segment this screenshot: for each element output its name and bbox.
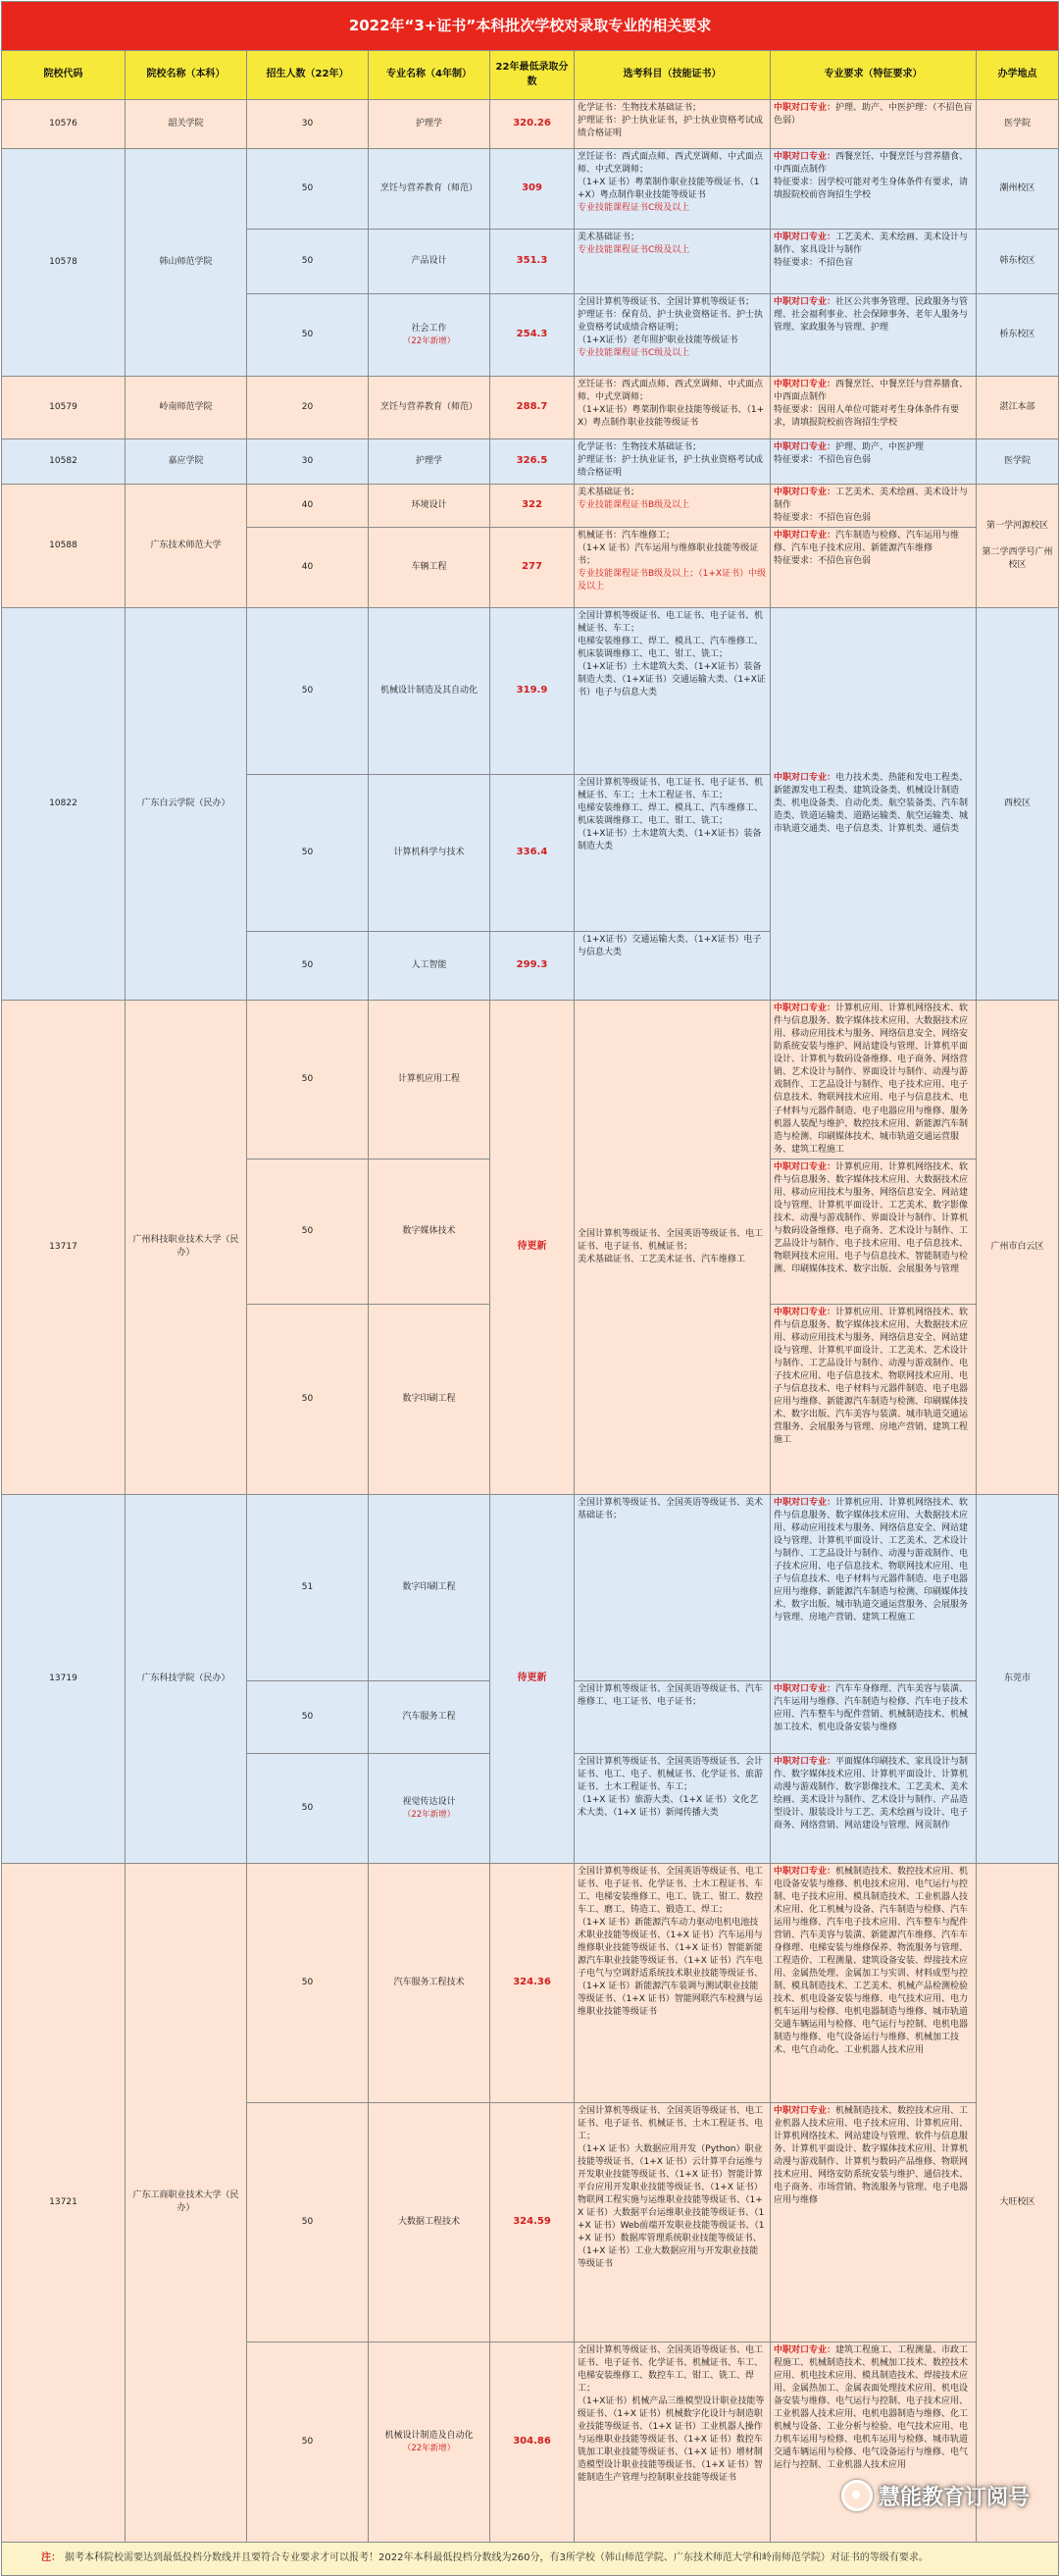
min-score: 324.59 — [490, 2102, 575, 2342]
quota: 30 — [247, 100, 369, 149]
school-name: 广东白云学院（民办） — [126, 608, 247, 1001]
quota: 50 — [247, 2342, 369, 2542]
major-name: 护理学 — [369, 100, 490, 149]
subjects — [575, 2342, 771, 2542]
requirements — [771, 1680, 977, 1753]
tag-label: 中职对口专业： — [774, 232, 835, 242]
requirements — [771, 528, 977, 608]
requirements-text: 计算机应用、计算机网络技术、软件与信息服务、数字媒体技术应用、大数据技术应用、移动应用技术与服务、网络信息安全、网站建设与管理、计算机平面设计、工艺美术、数字影像技术、动漫与游戏制作、界面设计与制作、计算机与数码设备维修、电子商务、艺术设计与制作、工艺品设计与制作、电子技术应用、电子信息技术、物联网技术应用、电子与信息技术、智能制造与检测、印刷媒体技术、数字出版、会展服务与管理 — [774, 1162, 968, 1274]
tag-label: 中职对口专业： — [774, 773, 835, 783]
note-row — [2, 2542, 1059, 2575]
major-text: 社会工作 — [411, 324, 446, 334]
tag-label: 中职对口专业： — [774, 531, 835, 541]
min-score: 351.3 — [490, 230, 575, 294]
table-row — [2, 1001, 1059, 1159]
subjects — [575, 100, 771, 149]
min-score: 336.4 — [490, 775, 575, 932]
note-lead: 注： — [41, 2552, 61, 2563]
major-name — [369, 1753, 490, 1863]
major-name: 环境设计 — [369, 485, 490, 528]
major-name: 计算机应用工程 — [369, 1001, 490, 1159]
location: 大旺校区 — [977, 1863, 1059, 2542]
major-name: 计算机科学与技术 — [369, 775, 490, 932]
min-score: 304.86 — [490, 2342, 575, 2542]
table-row — [2, 485, 1059, 528]
location: 西校区 — [977, 608, 1059, 1001]
subjects-text: 全国计算机等级证书、全国英语等级证书、会计证书、电工、电子、机械证书、化学证书、旅游证书、土木工程证书、车工； （1+X 证书）旅游大类、（1+X 证书）文化艺术大类、（1+X 证书）新闻传播大类 — [578, 1757, 763, 1818]
requirements — [771, 1494, 977, 1680]
major-name: 数字印刷工程 — [369, 1494, 490, 1680]
subjects — [575, 1753, 771, 1863]
requirements — [771, 1001, 977, 1159]
subjects-text: 全国计算机等级证书、全国计算机等级证书； 护理证书：保育员、护士执业资格证书、护士执业资格考试成绩合格证明； （1+X证书）老年照护职业技能等级证书 — [578, 297, 763, 345]
tag-label: 中职对口专业： — [774, 1308, 835, 1317]
school-code: 13719 — [2, 1494, 126, 1863]
header-major: 专业名称（4年制） — [369, 51, 490, 100]
subjects — [575, 528, 771, 608]
quota: 30 — [247, 439, 369, 485]
school-code: 10578 — [2, 149, 126, 377]
tag-label: 中职对口专业： — [774, 297, 835, 307]
location: 湛江本部 — [977, 377, 1059, 439]
grade-requirement: 专业技能课程证书B级及以上；（1+X证书）中级及以上 — [578, 568, 767, 593]
requirements — [771, 377, 977, 439]
subjects — [575, 1863, 771, 2102]
requirements — [771, 608, 977, 1001]
subjects — [575, 608, 771, 775]
requirements — [771, 1159, 977, 1304]
note-text: 据考本科院校需要达到最低投档分数线并且要符合专业要求才可以报考！2022年本科最低投档分数线为260分，有3所学校（韩山师范学院、广东技术师范大学和岭南师范学院）对证书的等级有要求。 — [65, 2552, 929, 2563]
header-row — [2, 51, 1059, 100]
quota: 50 — [247, 230, 369, 294]
requirements — [771, 100, 977, 149]
major-name: 数字媒体技术 — [369, 1159, 490, 1304]
major-name: 大数据工程技术 — [369, 2102, 490, 2342]
subjects-text: 全国计算机等级证书、全国英语等级证书、电工证书、电子证书、机械证书； 美术基础证书、工艺美术证书、汽车维修工 — [578, 1229, 763, 1264]
major-name — [369, 294, 490, 377]
tag-label: 中职对口专业： — [774, 2106, 835, 2116]
tag-label: 中职对口专业： — [774, 1757, 835, 1767]
table-row — [2, 439, 1059, 485]
quota: 50 — [247, 932, 369, 1001]
subjects-text: 机械证书：汽车维修工； （1+X 证书）汽车运用与维修职业技能等级证书； — [578, 531, 758, 566]
requirements-text: 汽车制造与检修、汽车运用与维修、汽车电子技术应用、新能源汽车维修 特征要求：不招色盲色弱 — [774, 531, 959, 566]
major-name: 产品设计 — [369, 230, 490, 294]
subjects-text: 化学证书：生物技术基础证书； 护理证书：护士执业证书，护士执业资格考试成绩合格证明 — [578, 442, 763, 478]
admission-requirements-table — [1, 1, 1059, 2576]
requirements — [771, 439, 977, 485]
requirements-text: 计算机应用、计算机网络技术、软件与信息服务、数字媒体技术应用、大数据技术应用、移动应用技术与服务、网络信息安全、网站建设与管理、计算机平面设计、工艺美术、艺术设计与制作、工艺品设计与制作、动漫与游戏制作、电子技术应用、电子信息技术、物联网技术应用、电子与信息技术、电子材料与元器件制造、电子电器应用与维修、新能源汽车制造与检测、印刷媒体技术、数字出版、汽车美容与装潢、城市轨道交通运营服务、会展服务与管理、房地产营销、建筑工程施工 — [774, 1308, 968, 1445]
quota: 40 — [247, 485, 369, 528]
subjects — [575, 439, 771, 485]
quota: 50 — [247, 294, 369, 377]
header-requirements: 专业要求（特征要求） — [771, 51, 977, 100]
header-location: 办学地点 — [977, 51, 1059, 100]
table-row — [2, 377, 1059, 439]
major-name: 车辆工程 — [369, 528, 490, 608]
min-score: 299.3 — [490, 932, 575, 1001]
subjects — [575, 2102, 771, 2342]
header-score: 22年最低录取分数 — [490, 51, 575, 100]
subjects-text: 美术基础证书； — [578, 488, 639, 497]
subjects-text: （1+X证书）交通运输大类、（1+X证书）电子与信息大类 — [578, 935, 761, 957]
requirements-text: 建筑工程施工、工程测量、市政工程施工、机械制造技术、机械加工技术、数控技术应用、机电技术应用、模具制造技术、焊接技术应用、金属热加工、金属表面处理技术应用、机电设备安装与维修、电气运行与控制、电子技术应用、工业机器人技术应用、电机电器制造与维修、化工机械与设备、工业分析与检验、电气技术应用、电力机车运用与检修、电机车运用与检修、城市轨道交通车辆运用与检修、电气设备运行与维修、电气运行与控制、工业机器人技术应用 — [774, 2345, 968, 2470]
requirements-text: 西餐烹饪、中餐烹饪与营养膳食、中西面点制作 特征要求：因用人单位可能对考生身体条件有要求，请填报院校前咨询招生学校 — [774, 380, 968, 428]
requirements-text: 西餐烹饪、中餐烹饪与营养膳食、中西面点制作 特征要求：因学校可能对考生身体条件有要求，请填报院校前咨询招生学校 — [774, 152, 968, 200]
major-name: 汽车服务工程技术 — [369, 1863, 490, 2102]
tag-label: 中职对口专业： — [774, 2345, 835, 2355]
school-code: 10588 — [2, 485, 126, 608]
subjects — [575, 775, 771, 932]
subjects-text: 烹饪证书：西式面点师、西式烹调师、中式面点师、中式烹调师； （1+X 证书）粤菜制作职业技能等级证书、（1+X）粤点制作职业技能等级证书 — [578, 152, 763, 200]
min-score: 326.5 — [490, 439, 575, 485]
tag-label: 中职对口专业： — [774, 1684, 835, 1694]
header-code: 院校代码 — [2, 51, 126, 100]
grade-requirement: 专业技能课程证书C级及以上 — [578, 347, 767, 360]
requirements-text: 工艺美术、美术绘画、美术设计与制作、家具设计与制作 特征要求：不招色盲 — [774, 232, 968, 268]
location-text: 第一学河源校区 — [986, 521, 1048, 531]
header-subjects: 选考科目（技能证书） — [575, 51, 771, 100]
major-name: 护理学 — [369, 439, 490, 485]
requirements-text: 护理、助产、中医护理 特征要求：不招色盲色弱 — [774, 442, 924, 465]
header-school: 院校名称（本科） — [126, 51, 247, 100]
table-row — [2, 1494, 1059, 1680]
requirements-text: 汽车车身修理、汽车美容与装潢、汽车运用与维修、汽车制造与检修、汽车电子技术应用、汽车整车与配件营销、机械制造技术、机械加工技术、机电设备安装与维修 — [774, 1684, 968, 1732]
tag-label: 中职对口专业： — [774, 1498, 835, 1508]
subjects-text: 全国计算机等级证书、全国英语等级证书、电工证书、电子证书、机械证书、土木工程证书、电工； （1+X 证书）大数据应用开发（Python）职业技能等级证书、（1+X 证书）云计算平台运维与开发职业技能等级证书、（1+X 证书）智能计算平台应用开发职业技能等级证书、（1+X 证书）物联网工程实施与运维职业技能等级证书、（1+X 证书）大数据平台运维职业技能等级证书、（1+X 证书）Web前端开发职业技能等级证书、（1+X 证书）数据库管理系统职业技能等级证书、（1+X 证书）工业大数据应用与开发职业技能等级证书 — [578, 2106, 764, 2270]
tag-label: 中职对口专业： — [774, 380, 835, 389]
quota: 50 — [247, 1753, 369, 1863]
watermark-text: 慧能教育订阅号 — [879, 2481, 1030, 2511]
quota: 50 — [247, 2102, 369, 2342]
subjects-text: 全国计算机等级证书、全国英语等级证书、电工证书、电子证书、化学证书、土木工程证书、车工、电梯安装维修工、电工、铣工、钳工、数控车工、磨工、铸造工、锻造工、焊工； （1+X 证书）新能源汽车动力驱动电机电池技术职业技能等级证书、（1+X 证书）汽车运用与维修职业技能等级证书、（1+X 证书）智能新能源汽车职业技能等级证书、（1+X 证书）汽车电子电气与空调舒适系统技术职业技能等级证书、（1+X 证书）新能源汽车装调与测试职业技能等级证书、（1+X 证书）智能网联汽车检测与运维职业技能等级证书 — [578, 1867, 763, 2018]
major-name: 人工智能 — [369, 932, 490, 1001]
quota: 50 — [247, 1863, 369, 2102]
subjects-text: 化学证书：生物技术基础证书； 护理证书：护士执业证书，护士执业资格考试成绩合格证明 — [578, 103, 763, 138]
quota: 50 — [247, 1001, 369, 1159]
requirements-text: 机械制造技术、数控技术应用、工业机器人技术应用、电子技术应用、计算机应用、计算机网络技术、网站建设与管理、软件与信息服务、计算机平面设计、数字媒体技术应用、计算机动漫与游戏制作、计算机与数码产品维修、物联网技术应用、网络安防系统安装与维护、通信技术、电子商务、市场营销、物流服务与管理、电子电器应用与维修 — [774, 2106, 968, 2205]
subjects-text: 烹饪证书：西式面点师、西式烹调师、中式面点师、中式烹调师； （1+X证书）粤菜制作职业技能等级证书、（1+X）粤点制作职业技能等级证书 — [578, 380, 764, 428]
subjects — [575, 294, 771, 377]
major-text: 视觉传达设计 — [402, 1797, 455, 1807]
table-row — [2, 149, 1059, 230]
new-major-tag: （22年新增） — [372, 2443, 486, 2454]
subjects-text: 全国计算机等级证书、电工证书、电子证书、机械证书、车工； 电梯安装维修工、焊工、模具工、汽车维修工、机床装调维修工、电工、钳工、铣工； （1+X证书）土木建筑大类、（1+X证书）装备制造大类、（1+X证书）交通运输大类、（1+X证书）电子与信息大类 — [578, 611, 766, 697]
min-score: 324.36 — [490, 1863, 575, 2102]
subjects-text: 全国计算机等级证书、全国英语等级证书、汽车维修工、电工证书、电子证书； — [578, 1684, 763, 1707]
subjects-text: 全国计算机等级证书、电工证书、电子证书、机械证书、车工；土木工程证书、车工； 电梯安装维修工、焊工、模具工、汽车维修工、机床装调维修工、电工、钳工、铣工； （1+X证书）土木建筑大类、（1+X证书）装备制造大类 — [578, 778, 763, 851]
requirements-text: 机械制造技术、数控技术应用、机电设备安装与维修、机电技术应用、电气运行与控制、电子技术应用、模具制造技术、工业机器人技术应用、化工机械与设备、汽车制造与检修、汽车运用与维修、汽车电子技术应用、汽车整车与配件营销、汽车美容与装潢、新能源汽车维修、汽车车身修理、电梯安装与维修保养、物流服务与管理、工程造价、工程测量、建筑设备安装、焊接技术应用、金属热处理、金属加工与实训、材料成型与控制、模具制造技术、工艺美术、机械产品检测检验技术、机电设备安装与维修、电气技术应用、电力机车运用与检修、电机电器制造与维修、城市轨道交通车辆运用与检修、电气运行与控制、电机电器制造与维修、电气设备运行与维修、机械加工技术、电气自动化、工业机器人技术应用 — [774, 1867, 968, 2056]
school-code: 10582 — [2, 439, 126, 485]
watermark — [841, 2480, 1030, 2511]
table-row — [2, 1863, 1059, 2102]
subjects — [575, 485, 771, 528]
quota: 51 — [247, 1494, 369, 1680]
min-score: 277 — [490, 528, 575, 608]
quota: 50 — [247, 775, 369, 932]
new-major-tag: （22年新增） — [372, 1809, 486, 1821]
major-name — [369, 2342, 490, 2542]
quota: 50 — [247, 1680, 369, 1753]
tag-label: 中职对口专业： — [774, 103, 835, 113]
location: 医学院 — [977, 100, 1059, 149]
location: 韩东校区 — [977, 230, 1059, 294]
min-score: 254.3 — [490, 294, 575, 377]
school-name: 韶关学院 — [126, 100, 247, 149]
min-score: 309 — [490, 149, 575, 230]
school-code: 13717 — [2, 1001, 126, 1495]
min-score: 288.7 — [490, 377, 575, 439]
tag-label: 中职对口专业： — [774, 1004, 835, 1013]
location: 医学院 — [977, 439, 1059, 485]
requirements — [771, 294, 977, 377]
min-score: 待更新 — [490, 1001, 575, 1495]
grade-requirement: 专业技能课程证书B级及以上 — [578, 499, 767, 512]
requirements — [771, 1304, 977, 1494]
quota: 50 — [247, 149, 369, 230]
quota: 20 — [247, 377, 369, 439]
tag-label: 中职对口专业： — [774, 1162, 835, 1172]
location: 广州市白云区 — [977, 1001, 1059, 1495]
location — [977, 485, 1059, 608]
major-name: 数字印刷工程 — [369, 1304, 490, 1494]
school-name: 广东技术师范大学 — [126, 485, 247, 608]
quota: 50 — [247, 608, 369, 775]
major-name: 机械设计制造及其自动化 — [369, 608, 490, 775]
requirements-text: 电力技术类、热能和发电工程类、新能源发电工程类、建筑设备类、机械设计制造类、机电设备类、自动化类、航空装备类、汽车制造类、铁道运输类、道路运输类、航空运输类、城市轨道交通类、电子信息类、计算机类、通信类 — [774, 773, 968, 834]
footnote — [2, 2542, 1059, 2575]
quota: 50 — [247, 1159, 369, 1304]
grade-requirement: 专业技能课程证书C级及以上 — [578, 244, 767, 257]
requirements — [771, 230, 977, 294]
school-name: 广东工商职业技术大学（民办） — [126, 1863, 247, 2542]
quota: 50 — [247, 1304, 369, 1494]
requirements-text: 护理、助产、中医护理：（不招色盲色弱） — [774, 103, 973, 126]
subjects — [575, 1680, 771, 1753]
school-name: 广东科技学院（民办） — [126, 1494, 247, 1863]
header-quota: 招生人数（22年） — [247, 51, 369, 100]
tag-label: 中职对口专业： — [774, 442, 835, 452]
school-code: 10822 — [2, 608, 126, 1001]
quota: 40 — [247, 528, 369, 608]
subjects-text: 全国计算机等级证书、全国英语等级证书、美术基础证书； — [578, 1498, 763, 1520]
school-code: 10576 — [2, 100, 126, 149]
subjects — [575, 1494, 771, 1680]
school-code: 10579 — [2, 377, 126, 439]
major-text: 机械设计制造及自动化 — [384, 2431, 473, 2441]
requirements — [771, 485, 977, 528]
table-row — [2, 100, 1059, 149]
major-name: 烹饪与营养教育（师范） — [369, 149, 490, 230]
requirements — [771, 1863, 977, 2102]
school-name: 岭南师范学院 — [126, 377, 247, 439]
location: 潮州校区 — [977, 149, 1059, 230]
requirements — [771, 1753, 977, 1863]
subjects — [575, 149, 771, 230]
school-name: 韩山师范学院 — [126, 149, 247, 377]
school-code: 13721 — [2, 1863, 126, 2542]
table-row — [2, 608, 1059, 775]
requirements-text: 计算机应用、计算机网络技术、软件与信息服务、数字媒体技术应用、大数据技术应用、移动应用技术与服务、网络信息安全、网络安防系统安装与维护、网站建设与管理、计算机平面设计、计算机与数码设备维修、电子商务、网络营销、艺术设计与制作、界面设计与制作、动漫与游戏制作、工艺品设计与制作、电子技术应用、电子信息技术、物联网技术应用、电子与信息技术、电子材料与元器件制造、电子电器应用与维修、服务机器人装配与维护、数控技术应用、新能源汽车制造与检测、印刷媒体技术、城市轨道交通运营服务、建筑工程施工 — [774, 1004, 968, 1155]
tag-label: 中职对口专业： — [774, 152, 835, 162]
subjects — [575, 230, 771, 294]
min-score: 320.26 — [490, 100, 575, 149]
location: 东莞市 — [977, 1494, 1059, 1863]
school-name: 嘉应学院 — [126, 439, 247, 485]
major-name: 烹饪与营养教育（师范） — [369, 377, 490, 439]
subjects — [575, 932, 771, 1001]
tag-label: 中职对口专业： — [774, 488, 835, 497]
requirements-text: 工艺美术、美术绘画、美术设计与制作 特征要求：不招色盲色弱 — [774, 488, 968, 523]
requirements-text: 平面媒体印刷技术、家具设计与制作、数字媒体技术应用、计算机平面设计、计算机动漫与游戏制作、数字影像技术、工艺美术、美术绘画、美术设计与制作、艺术设计与制作、产品造型设计、服装设计与工艺、美术绘画与设计、电子商务、网络营销、网站建设与管理、网页制作 — [774, 1757, 968, 1830]
subjects-text: 全国计算机等级证书、全国英语等级证书、电工证书、电子证书、化学证书、机械证书、车工、电梯安装维修工、数控车工、钳工、铣工、焊工； （1+X证书）机械产品三维模型设计职业技能等级证书、（1+X 证书）机械数字化设计与制造职业技能等级证书、（1+X 证书）工业机器人操作与运维职业技能等级证书、（1+X 证书）数控车铣加工职业技能等级证书、（1+X 证书）增材制造模型设计职业技能等级证书、（1+X 证书）智能制造生产管理与控制职业技能等级证书 — [578, 2345, 764, 2483]
school-name: 广州科技职业技术大学（民办） — [126, 1001, 247, 1495]
subjects — [575, 377, 771, 439]
requirements — [771, 2102, 977, 2342]
new-major-tag: （22年新增） — [372, 335, 486, 347]
min-score: 待更新 — [490, 1494, 575, 1863]
min-score: 322 — [490, 485, 575, 528]
major-name: 汽车服务工程 — [369, 1680, 490, 1753]
requirements — [771, 149, 977, 230]
requirements-text: 社区公共事务管理、民政服务与管理、社会福利事业、社会保障事务、老年人服务与管理、家政服务与管理、护理 — [774, 297, 968, 333]
tag-label: 中职对口专业： — [774, 1867, 835, 1877]
location-text-2: 第二学西学号广州校区 — [983, 547, 1053, 570]
min-score: 319.9 — [490, 608, 575, 775]
location: 桥东校区 — [977, 294, 1059, 377]
grade-requirement: 专业技能课程证书C级及以上 — [578, 202, 767, 215]
wechat-logo-icon — [841, 2480, 873, 2511]
subjects — [575, 1001, 771, 1495]
page-title: 2022年“3+证书”本科批次学校对录取专业的相关要求 — [2, 2, 1059, 51]
subjects-text: 美术基础证书； — [578, 232, 639, 242]
requirements — [771, 2342, 977, 2542]
requirements-text: 计算机应用、计算机网络技术、软件与信息服务、数字媒体技术应用、大数据技术应用、移动应用技术与服务、网络信息安全、网站建设与管理、计算机平面设计、工艺美术、艺术设计与制作、工艺品设计与制作、动漫与游戏制作、电子技术应用、电子信息技术、物联网技术应用、电子与信息技术、电子材料与元器件制造、电子电器应用与维修、新能源汽车制造与检测、印刷媒体技术、数字出版、城市轨道交通运营服务、会展服务与管理、房地产营销、建筑工程施工 — [774, 1498, 968, 1623]
